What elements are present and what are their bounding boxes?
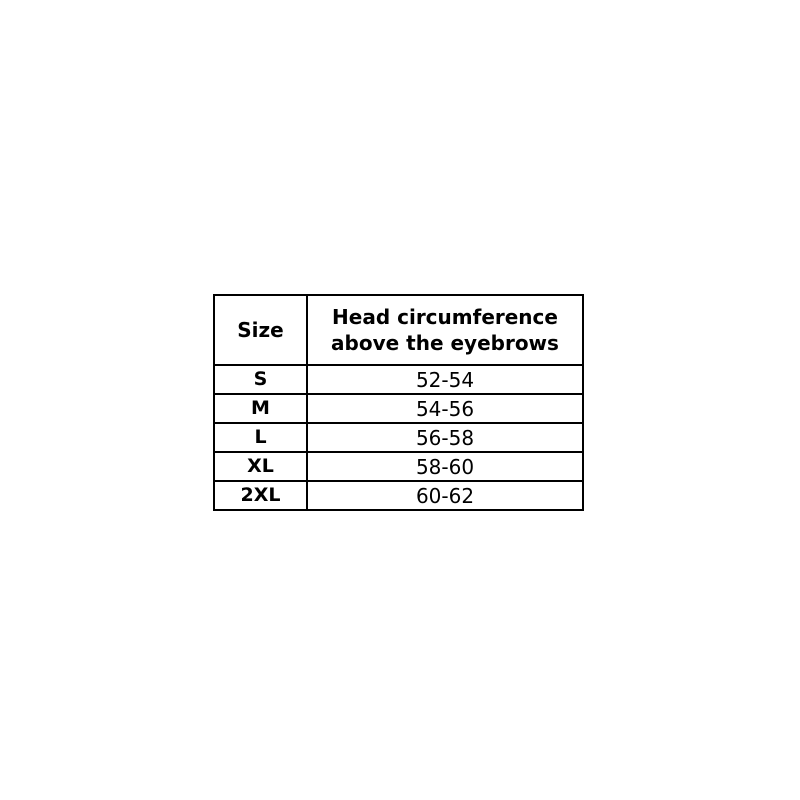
cell-circumference: 54-56 (307, 394, 583, 423)
cell-circumference: 58-60 (307, 452, 583, 481)
cell-circumference: 56-58 (307, 423, 583, 452)
cell-circumference: 60-62 (307, 481, 583, 510)
table-row (214, 452, 583, 481)
cell-size: 2XL (214, 481, 307, 510)
table-row (214, 394, 583, 423)
column-header-head-circumference (307, 295, 583, 365)
column-header-size: Size (214, 295, 307, 365)
table-header-row (214, 295, 583, 365)
cell-size: M (214, 394, 307, 423)
table-row (214, 481, 583, 510)
size-chart-container (213, 294, 582, 511)
table-row (214, 365, 583, 394)
table-row (214, 423, 583, 452)
cell-size: XL (214, 452, 307, 481)
table-header (214, 295, 583, 365)
column-header-line-1: Head circumference (332, 305, 558, 329)
size-chart-table (213, 294, 584, 511)
cell-circumference: 52-54 (307, 365, 583, 394)
table-body (214, 365, 583, 510)
cell-size: L (214, 423, 307, 452)
column-header-line-2: above the eyebrows (331, 331, 559, 355)
cell-size: S (214, 365, 307, 394)
